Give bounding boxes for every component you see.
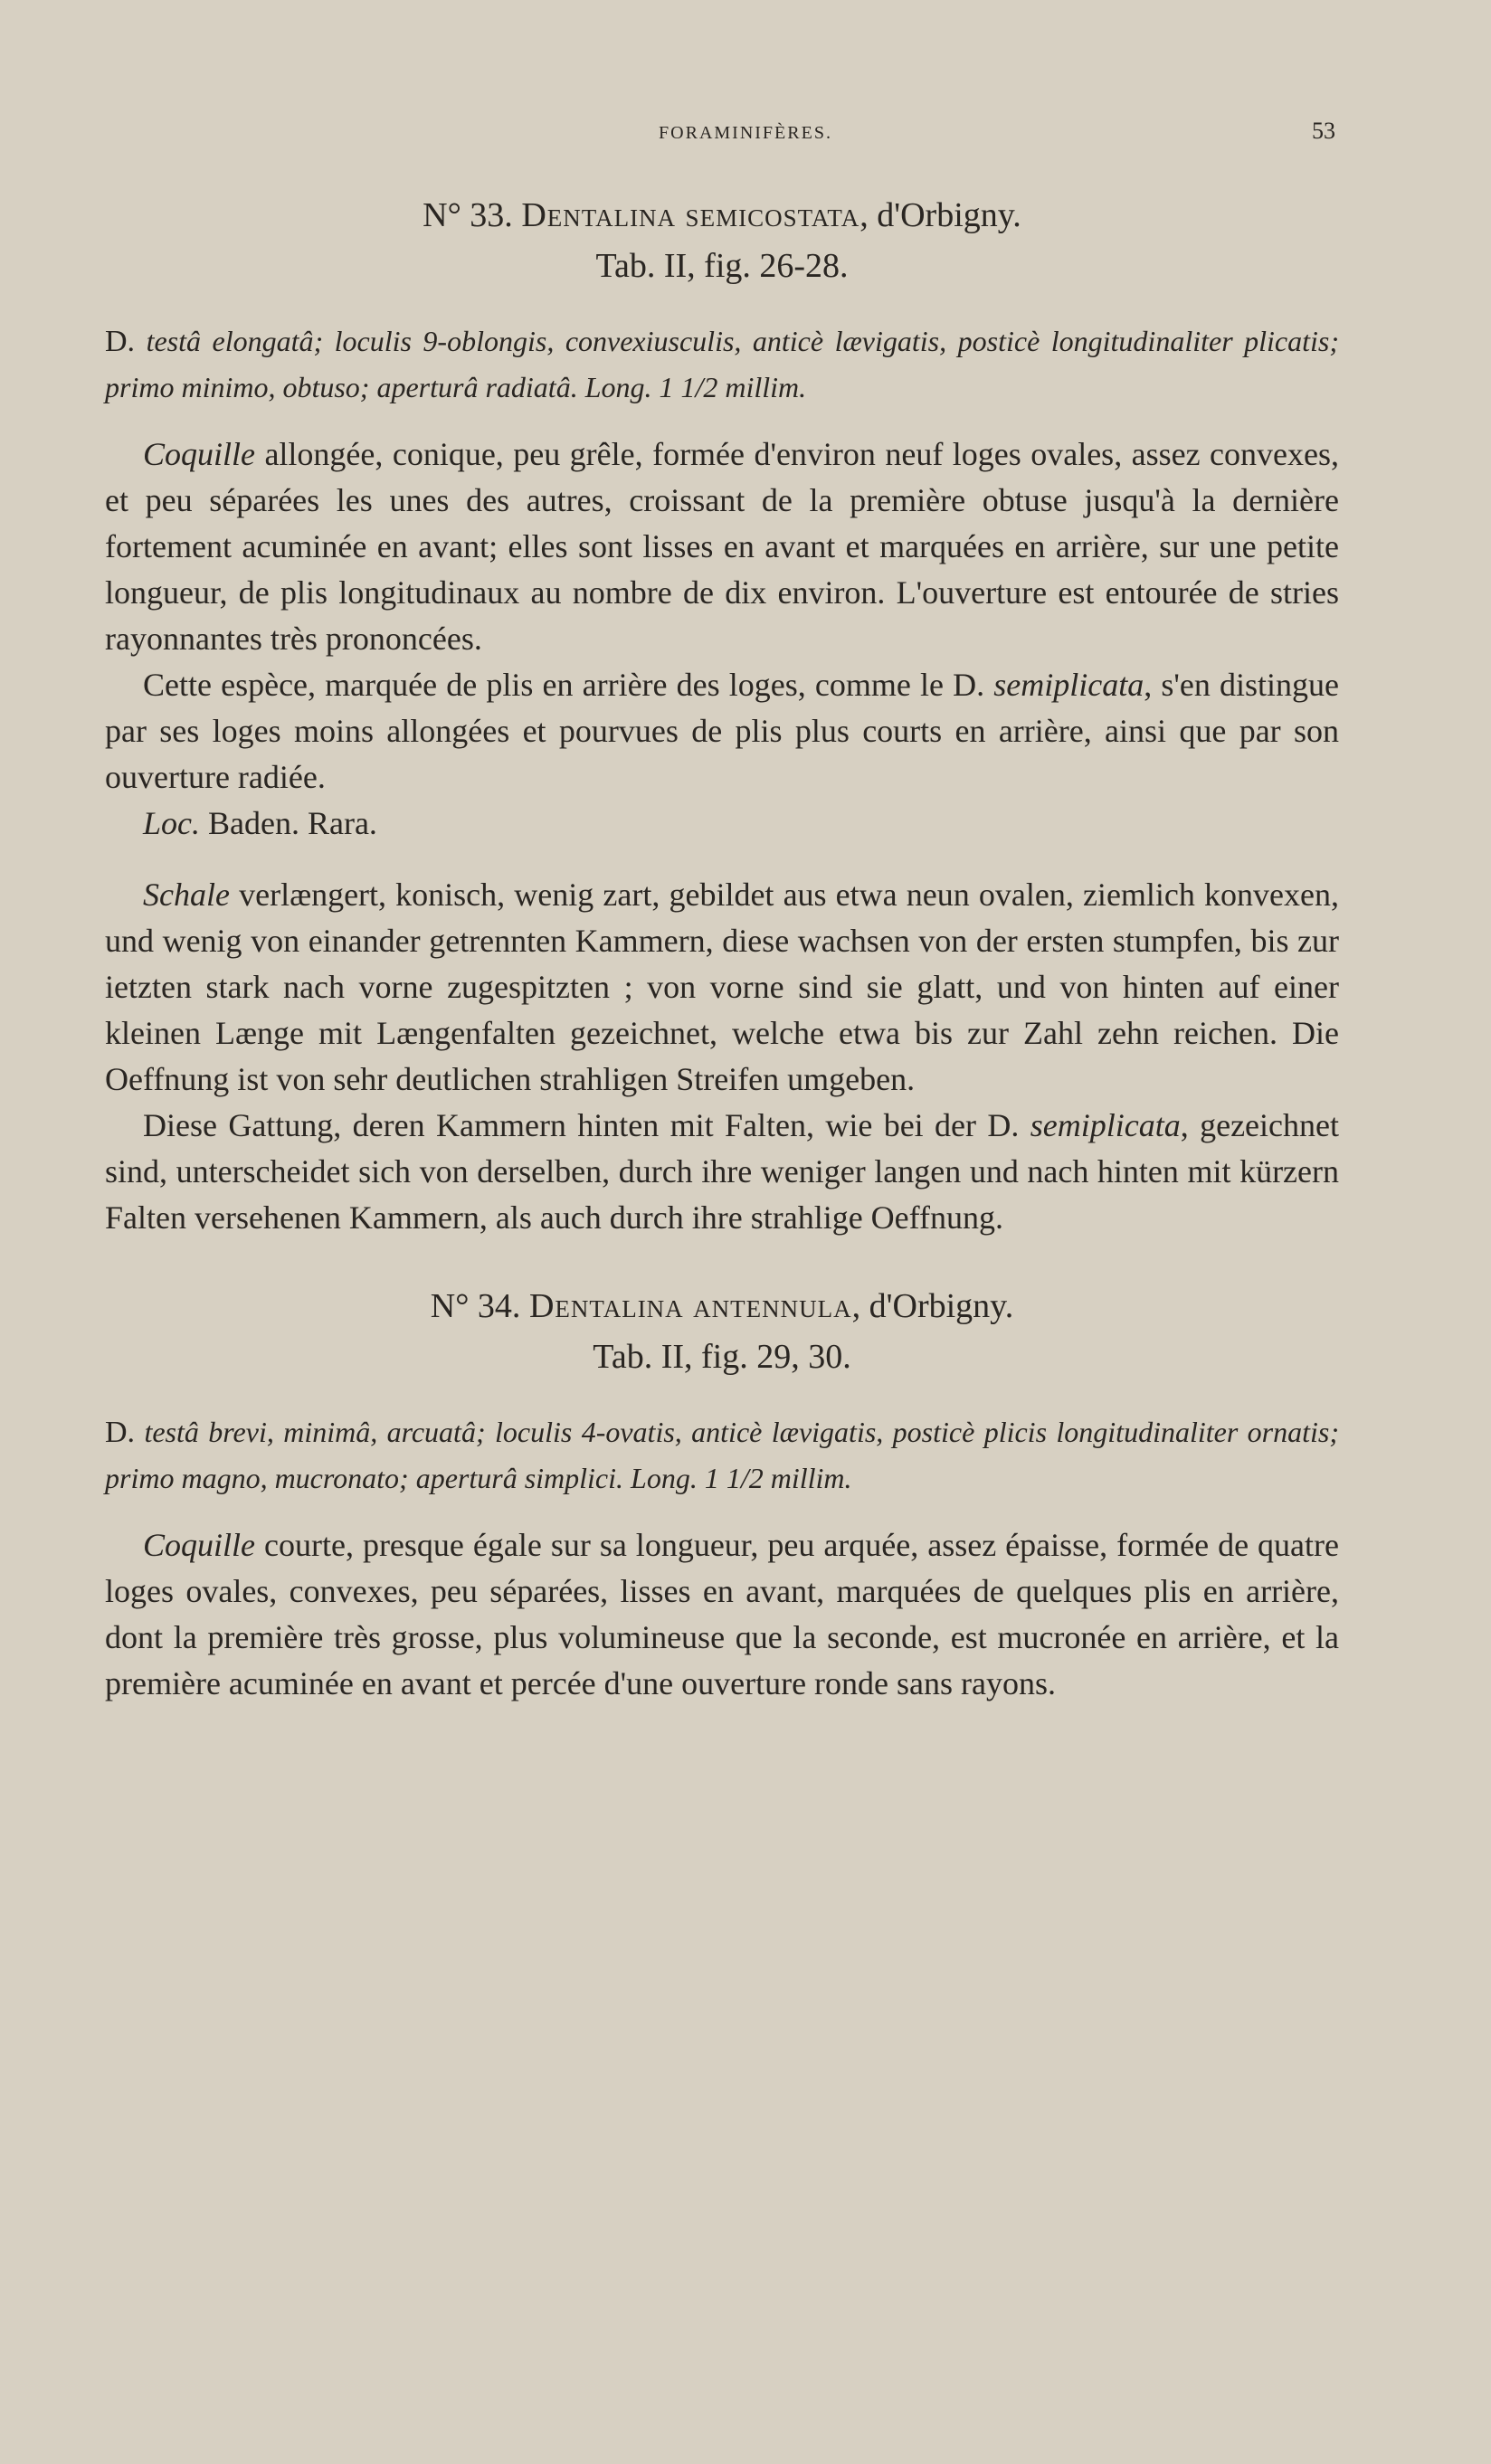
lead-word: Coquille (143, 1527, 255, 1563)
species-number: N° 34. (430, 1287, 521, 1325)
locality (105, 801, 1339, 847)
page-number: 53 (1312, 118, 1335, 144)
paragraph-text: allongée, conique, peu grêle, formée d'environ neuf loges ovales, assez convexes, et peu séparées les unes des autres, croissant de la première obtuse jusqu'à la dernière fortement acuminée en avant; elles sont lisses en avant et marquées en arrière, sur une petite longueur, de plis longitudinaux au nombre de dix environ. L'ouverture est entourée de stries rayonnantes très prononcées. (105, 436, 1339, 657)
spacer (105, 847, 1339, 872)
paragraph-text: courte, presque égale sur sa longueur, peu arquée, assez épaisse, formée de quatre loges ovales, convexes, peu séparées, lisses en avant, marquées de quelques plis en arrière, dont la première très grosse, plus volumineuse que la seconde, est mucronée en arrière, et la première acuminée en avant et percée d'une ouverture ronde sans rayons. (105, 1527, 1339, 1701)
spacer (105, 1241, 1339, 1281)
running-head (0, 118, 1491, 154)
french-comparison (105, 662, 1339, 801)
latin-text: testâ brevi, minimâ, arcuatâ; loculis 4-ovatis, anticè lævigatis, posticè plicis longitudinaliter ornatis; primo magno, mucronato; aperturâ simplici. Long. 1 1/2 millim. (105, 1416, 1340, 1494)
latin-diagnosis (105, 318, 1339, 410)
french-description (105, 431, 1339, 662)
lead-word: Schale (143, 877, 230, 913)
species-author: , d'Orbigny. (851, 1287, 1014, 1325)
species-heading-34 (105, 1281, 1339, 1332)
plate-reference: Tab. II, fig. 26-28. (595, 247, 849, 285)
species-author: , d'Orbigny. (859, 196, 1021, 234)
french-description (105, 1522, 1339, 1707)
plate-reference: Tab. II, fig. 29, 30. (593, 1338, 851, 1376)
german-description (105, 872, 1339, 1103)
lead-word: Coquille (143, 436, 255, 472)
latin-diagnosis (105, 1409, 1339, 1501)
genus-abbrev: D. (105, 1416, 136, 1449)
locality-text: Baden. Rara. (200, 805, 377, 841)
species-name: Dentalina semicostata (521, 196, 860, 234)
paragraph-text: Cette espèce, marquée de plis en arrière des loges, comme le D. (143, 667, 994, 703)
genus-abbrev: D. (105, 325, 136, 358)
paragraph-text: verlængert, konisch, wenig zart, gebildet aus etwa neun ovalen, ziemlich konvexen, und wenig von einander getrennten Kammern, diese wachsen von der ersten stumpfen, bis zur ietzten stark nach vorne zugespitzten ; von vorne sind sie glatt, und von hinten auf einer kleinen Længe mit Længenfalten gezeichnet, welche etwa bis zur Zahl zehn reichen. Die Oeffnung ist von sehr deutlichen strahligen Streifen umgeben. (105, 877, 1339, 1097)
species-reference: semiplicata (993, 667, 1144, 703)
latin-text: testâ elongatâ; loculis 9-oblongis, convexiusculis, anticè lævigatis, posticè longitudinaliter plicatis; primo minimo, obtuso; aperturâ radiatâ. Long. 1 1/2 millim. (105, 325, 1340, 403)
species-number: N° 33. (423, 196, 513, 234)
species-heading-33 (105, 190, 1339, 241)
page-content (105, 190, 1339, 1707)
species-name: Dentalina antennula (528, 1287, 852, 1325)
lead-word: Loc. (143, 805, 200, 841)
running-title: FORAMINIFÈRES. (659, 123, 832, 143)
german-comparison (105, 1103, 1339, 1241)
paragraph-text: Diese Gattung, deren Kammern hinten mit Falten, wie bei der D. (143, 1107, 1030, 1143)
paragraph-text: , gezeichnet sind, unterscheidet sich von derselben, durch ihre weniger langen und nach hinten mit kürzern Falten versehenen Kammern, als auch durch ihre strahlige Oeffnung. (105, 1107, 1339, 1236)
species-reference: semiplicata (1030, 1107, 1181, 1143)
paragraph-text: , s'en distingue par ses loges moins allongées et pourvues de plis plus courts en arrière, ainsi que par son ouverture radiée. (105, 667, 1339, 795)
